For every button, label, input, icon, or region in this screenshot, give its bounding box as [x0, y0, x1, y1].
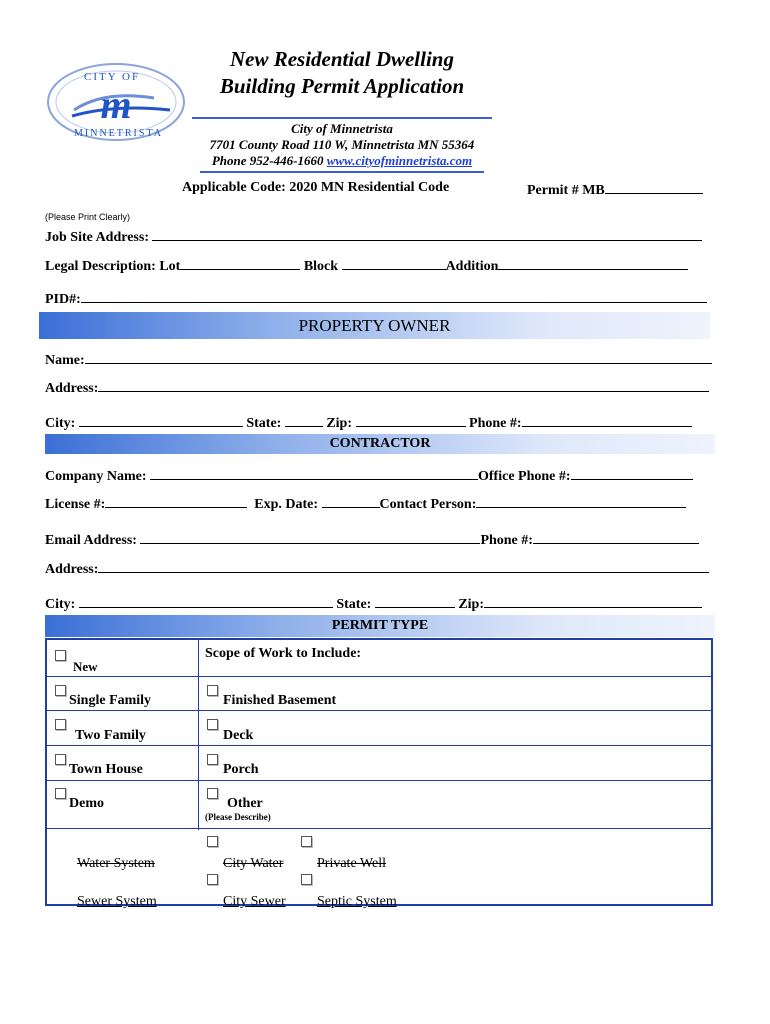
- email-input[interactable]: [140, 530, 480, 544]
- permit-type-table: [45, 638, 713, 909]
- water-system-label: Water System: [77, 856, 155, 871]
- contractor-address-row: [45, 559, 709, 578]
- single-family-checkbox[interactable]: [55, 685, 66, 696]
- form-title: [192, 46, 492, 100]
- permit-number-input[interactable]: [605, 180, 703, 194]
- job-site-address-row: [45, 227, 702, 246]
- row-divider: [47, 676, 711, 677]
- owner-city-label: City:: [45, 416, 76, 431]
- contractor-heading: CONTRACTOR: [329, 436, 431, 451]
- contractor-city-label: City:: [45, 597, 76, 612]
- town-house-label: Town House: [69, 762, 143, 777]
- exp-date-label: Exp. Date:: [254, 497, 319, 512]
- scope-of-work-label: Scope of Work to Include:: [205, 646, 362, 661]
- license-row: [45, 494, 686, 513]
- license-input[interactable]: [105, 494, 247, 508]
- email-row: [45, 530, 699, 549]
- other-checkbox[interactable]: [207, 788, 218, 799]
- pid-input[interactable]: [81, 289, 707, 303]
- contractor-address-label: Address:: [45, 562, 99, 577]
- septic-system-label: Septic System: [317, 894, 397, 909]
- contact-person-label: Contact Person:: [379, 497, 477, 512]
- two-family-label: Two Family: [75, 728, 146, 743]
- row-divider: [47, 745, 711, 746]
- contractor-phone-label: Phone #:: [480, 533, 533, 548]
- email-label: Email Address:: [45, 533, 137, 548]
- owner-city-row: [45, 413, 692, 432]
- contractor-phone-input[interactable]: [533, 530, 699, 544]
- contractor-city-row: [45, 594, 702, 613]
- contractor-address-input[interactable]: [98, 559, 709, 573]
- city-water-checkbox[interactable]: [207, 836, 218, 847]
- permit-type-heading: PERMIT TYPE: [331, 618, 429, 633]
- city-info: [192, 121, 492, 169]
- single-family-label: Single Family: [69, 693, 152, 708]
- permit-number: [527, 180, 703, 199]
- owner-zip-label: Zip:: [326, 416, 353, 431]
- row-divider: [47, 780, 711, 781]
- city-address: 7701 County Road 110 W, Minnetrista MN 55364: [209, 137, 475, 152]
- city-phone-line: [192, 153, 492, 169]
- permit-number-label: Permit # MB: [527, 183, 605, 198]
- finished-basement-label: Finished Basement: [223, 693, 337, 708]
- city-phone: Phone 952-446-1660: [211, 153, 324, 168]
- city-name: City of Minnetrista: [291, 121, 393, 136]
- sewer-system-label: Sewer System: [77, 894, 157, 909]
- company-name-label: Company Name:: [45, 469, 147, 484]
- owner-name-input[interactable]: [85, 350, 712, 364]
- owner-state-input[interactable]: [285, 413, 323, 427]
- owner-city-input[interactable]: [79, 413, 243, 427]
- block-label: Block: [303, 259, 339, 274]
- other-describe-note: (Please Describe): [205, 812, 271, 822]
- info-underline: [200, 171, 484, 173]
- private-well-label: Private Well: [317, 856, 386, 871]
- row-divider: [47, 828, 711, 829]
- addition-label: Addition: [445, 259, 499, 274]
- contractor-city-input[interactable]: [79, 594, 333, 608]
- block-input[interactable]: [342, 256, 446, 270]
- license-label: License #:: [45, 497, 106, 512]
- city-sewer-checkbox[interactable]: [207, 874, 218, 885]
- exp-date-input[interactable]: [322, 494, 380, 508]
- lot-input[interactable]: [180, 256, 300, 270]
- owner-phone-input[interactable]: [522, 413, 692, 427]
- applicable-code: [182, 180, 449, 196]
- company-name-input[interactable]: [150, 466, 478, 480]
- title-line2: Building Permit Application: [219, 74, 465, 98]
- applicable-code-text: Applicable Code: 2020 MN Residential Code: [182, 180, 450, 195]
- porch-checkbox[interactable]: [207, 754, 218, 765]
- job-site-address-input[interactable]: [152, 227, 702, 241]
- finished-basement-checkbox[interactable]: [207, 685, 218, 696]
- contractor-banner: [45, 434, 715, 454]
- owner-address-label: Address:: [45, 381, 99, 396]
- print-clearly-note: (Please Print Clearly): [45, 212, 131, 222]
- property-owner-heading: PROPERTY OWNER: [298, 316, 451, 335]
- job-site-address-label: Job Site Address:: [45, 230, 149, 245]
- demo-label: Demo: [69, 796, 104, 811]
- city-logo: [44, 60, 192, 142]
- office-phone-label: Office Phone #:: [478, 469, 571, 484]
- owner-phone-label: Phone #:: [469, 416, 522, 431]
- logo-monogram: m: [100, 82, 132, 127]
- table-divider: [198, 640, 199, 830]
- owner-name-row: [45, 350, 712, 369]
- title-underline: [192, 117, 492, 119]
- contractor-state-label: State:: [336, 597, 372, 612]
- permit-type-banner: [45, 615, 715, 637]
- city-water-label: City Water: [223, 856, 284, 871]
- logo-top-text: CITY OF: [84, 71, 141, 83]
- city-sewer-label: City Sewer: [223, 894, 286, 909]
- owner-state-label: State:: [246, 416, 282, 431]
- new-checkbox[interactable]: [55, 650, 66, 661]
- addition-input[interactable]: [498, 256, 688, 270]
- legal-description-row: [45, 256, 688, 275]
- other-label: Other: [227, 796, 263, 811]
- contractor-zip-input[interactable]: [484, 594, 702, 608]
- office-phone-input[interactable]: [571, 466, 693, 480]
- septic-system-checkbox[interactable]: [301, 874, 312, 885]
- private-well-checkbox[interactable]: [301, 836, 312, 847]
- contractor-zip-label: Zip:: [458, 597, 485, 612]
- owner-zip-input[interactable]: [356, 413, 466, 427]
- owner-name-label: Name:: [45, 353, 85, 368]
- porch-label: Porch: [223, 762, 259, 777]
- deck-checkbox[interactable]: [207, 719, 218, 730]
- row-divider: [47, 710, 711, 711]
- company-row: [45, 466, 693, 485]
- town-house-checkbox[interactable]: [55, 754, 66, 765]
- owner-address-input[interactable]: [98, 378, 709, 392]
- contact-person-input[interactable]: [476, 494, 686, 508]
- city-website-link[interactable]: www.cityofminnetrista.com: [326, 153, 473, 168]
- title-line1: New Residential Dwelling: [229, 47, 454, 71]
- two-family-checkbox[interactable]: [55, 719, 66, 730]
- pid-row: [45, 289, 707, 308]
- deck-label: Deck: [223, 728, 254, 743]
- pid-label: PID#:: [45, 292, 81, 307]
- owner-address-row: [45, 378, 709, 397]
- new-label: New: [73, 659, 98, 674]
- contractor-state-input[interactable]: [375, 594, 455, 608]
- demo-checkbox[interactable]: [55, 788, 66, 799]
- legal-lot-label: Legal Description: Lot: [45, 259, 181, 274]
- property-owner-banner: [39, 312, 710, 339]
- logo-bottom-text: MINNETRISTA: [74, 128, 163, 139]
